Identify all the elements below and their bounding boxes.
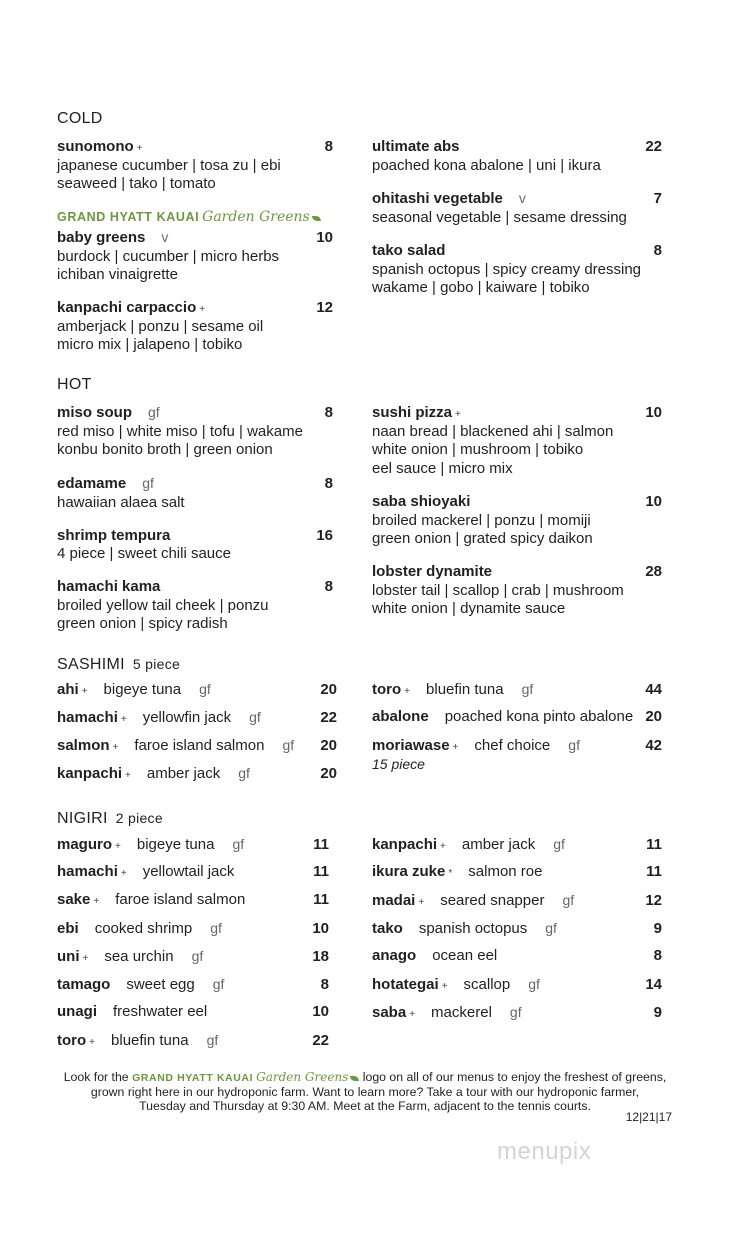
- item-price: 20: [320, 765, 337, 782]
- item-description: konbu bonito broth | green onion: [57, 441, 273, 459]
- section-title-hot: HOT: [57, 376, 92, 393]
- item-description: green onion | grated spicy daikon: [372, 530, 593, 548]
- dietary-tag: v: [518, 190, 526, 207]
- menu-item: [57, 138, 333, 194]
- item-name: toro: [57, 1032, 87, 1049]
- item-price: 10: [645, 492, 662, 510]
- menu-item: [372, 242, 662, 298]
- item-name: miso soup: [57, 404, 133, 421]
- menu-row: sake + faroe island salmon 11: [57, 891, 329, 908]
- menu-row: toro + bluefin tuna gf 44: [372, 681, 662, 698]
- menu-row: [372, 708, 662, 736]
- dietary-tag: gf: [545, 920, 557, 936]
- item-description: poached kona pinto abalone: [444, 708, 634, 725]
- dietary-tag: gf: [206, 1032, 219, 1048]
- item-price: 16: [316, 526, 333, 544]
- item-price: 28: [645, 562, 662, 580]
- item-price: 18: [312, 948, 329, 965]
- item-description: poached kona abalone | uni | ikura: [372, 156, 601, 174]
- menu-row: maguro + bigeye tuna gf 11: [57, 836, 329, 853]
- item-price: 8: [653, 947, 662, 964]
- dietary-tag: gf: [528, 976, 540, 992]
- menu-row: hotategai + scallop gf 14: [372, 976, 662, 993]
- item-price: 14: [645, 976, 662, 993]
- cold-right-column: [372, 138, 662, 312]
- menu-row: toro + bluefin tuna gf 22: [57, 1032, 329, 1049]
- item-header: [57, 578, 333, 597]
- garden-greens-logo: [57, 208, 333, 227]
- item-description: amber jack: [146, 765, 221, 782]
- item-header: sushi pizza + 10: [372, 404, 662, 421]
- dietary-tag: gf: [238, 765, 250, 781]
- menu-row: [57, 975, 329, 1003]
- item-header: [57, 403, 333, 423]
- item-name: moriawase: [372, 737, 450, 754]
- item-price: 11: [313, 836, 329, 853]
- item-name: salmon: [57, 737, 110, 754]
- item-description: seaweed | tako | tomato: [57, 175, 216, 193]
- item-name: abalone: [372, 708, 429, 725]
- leaf-icon: [312, 216, 321, 221]
- item-description: salmon roe: [468, 863, 543, 880]
- garden-greens-logo: GRAND HYATT KAUAI Garden Greens: [132, 1072, 359, 1084]
- menu-item: [372, 138, 662, 175]
- item-description: yellowfin jack: [142, 709, 232, 726]
- item-description: 4 piece | sweet chili sauce: [57, 545, 231, 563]
- item-name: hamachi: [57, 863, 118, 880]
- dietary-tag: gf: [562, 892, 575, 908]
- item-description: seasonal vegetable | sesame dressing: [372, 209, 627, 227]
- dietary-tag: gf: [568, 737, 580, 753]
- dietary-tag: gf: [282, 737, 295, 753]
- item-description: spanish octopus: [418, 920, 528, 937]
- item-header: [372, 242, 662, 261]
- menu-item: [57, 299, 333, 355]
- item-note: 15 piece: [372, 756, 425, 772]
- item-name: saba: [372, 1004, 407, 1021]
- dietary-tag: gf: [509, 1004, 522, 1020]
- item-description: naan bread | blackened ahi | salmon: [372, 422, 614, 440]
- item-price: 20: [320, 681, 337, 698]
- item-description: cooked shrimp: [94, 920, 193, 937]
- menu-row: [372, 919, 662, 947]
- item-name: sushi pizza: [372, 404, 453, 421]
- dietary-tag: gf: [142, 475, 154, 492]
- menu-row: ikura zuke * salmon roe 11: [372, 863, 662, 880]
- item-description: scallop: [463, 976, 511, 993]
- item-name: ultimate abs: [372, 138, 460, 155]
- item-name: sake: [57, 891, 91, 908]
- item-price: 11: [646, 863, 662, 880]
- nigiri-subtitle: 2 piece: [115, 810, 163, 826]
- item-description: sweet egg: [126, 976, 195, 993]
- dietary-tag: gf: [191, 948, 204, 964]
- item-price: 8: [324, 404, 333, 421]
- item-description: hawaiian alaea salt: [57, 493, 185, 511]
- item-header: kanpachi carpaccio + 12: [57, 298, 333, 316]
- item-header: [57, 228, 333, 248]
- dietary-tag: gf: [199, 681, 211, 697]
- item-description: mackerel: [431, 1004, 492, 1021]
- dietary-tag: gf: [553, 836, 565, 852]
- item-description: ocean eel: [432, 947, 498, 964]
- item-description: broiled yellow tail cheek | ponzu: [57, 596, 269, 614]
- item-description: bluefin tuna: [426, 681, 504, 698]
- item-description: faroe island salmon: [115, 891, 246, 908]
- item-name: tako: [372, 920, 403, 937]
- item-description: spanish octopus | spicy creamy dressing: [372, 260, 642, 278]
- item-price: 8: [653, 241, 662, 259]
- dietary-tag: gf: [212, 976, 225, 992]
- sashimi-right-column: [372, 680, 662, 774]
- item-name: toro: [372, 681, 402, 698]
- item-name: tako salad: [372, 241, 446, 259]
- item-price: 44: [645, 681, 662, 698]
- item-description: yellowtail jack: [142, 863, 235, 880]
- item-description: chef choice: [474, 737, 551, 754]
- item-description: white onion | dynamite sauce: [372, 600, 566, 618]
- section-title-sashimi: SASHIMI 5 piece: [57, 656, 181, 673]
- item-name: anago: [372, 947, 417, 964]
- section-title-cold: COLD: [57, 110, 103, 127]
- item-name: baby greens: [57, 228, 146, 246]
- item-description: sea urchin: [104, 948, 174, 965]
- dietary-tag: v: [161, 228, 169, 245]
- menu-row: madai + seared snapper gf 12: [372, 892, 662, 909]
- menu-row: kanpachi + amber jack gf 11: [372, 836, 662, 853]
- menu-row: salmon + faroe island salmon gf 20: [57, 737, 337, 754]
- item-description: bigeye tuna: [103, 681, 182, 698]
- item-name: kanpachi: [57, 765, 123, 782]
- sashimi-left-column: [57, 680, 337, 792]
- menu-row: [57, 919, 329, 947]
- item-price: 11: [646, 836, 662, 853]
- item-name: lobster dynamite: [372, 562, 493, 580]
- dietary-tag: gf: [249, 709, 261, 725]
- dietary-tag: gf: [232, 836, 245, 852]
- item-price: 8: [324, 577, 333, 595]
- item-name: tamago: [57, 976, 111, 993]
- watermark: menupix: [497, 1138, 592, 1165]
- menu-item: [57, 527, 333, 564]
- item-name: unagi: [57, 1003, 97, 1020]
- item-price: 8: [320, 976, 329, 993]
- item-description: bluefin tuna: [111, 1032, 189, 1049]
- item-name: ikura zuke: [372, 863, 446, 880]
- brand-name: GRAND HYATT KAUAI: [57, 210, 200, 225]
- item-name: ohitashi vegetable: [372, 190, 503, 208]
- nigiri-right-column: [372, 835, 662, 1031]
- footer-note: Look for the GRAND HYATT KAUAI Garden Greens logo on all of our menus to enjoy the freshest of greens, grown right here in our hydroponic farm. Want to learn more? Take a tour with our hydroponic farmer, Tuesday and Thursday at 9:30 AM. Meet at the Farm, adjacent to the tennis courts.: [63, 1070, 667, 1113]
- menu-row: [372, 947, 662, 975]
- item-price: 22: [312, 1032, 329, 1049]
- menu-item: [372, 563, 662, 619]
- item-name: uni: [57, 948, 80, 965]
- item-price: 12: [316, 298, 333, 316]
- item-price: 11: [313, 891, 329, 908]
- item-price: 12: [645, 892, 662, 909]
- item-header: [372, 138, 662, 157]
- menu-item: [372, 404, 662, 479]
- item-description: micro mix | jalapeno | tobiko: [57, 336, 243, 354]
- item-name: kanpachi carpaccio: [57, 298, 197, 316]
- item-description: eel sauce | micro mix: [372, 460, 513, 478]
- menu-row: uni + sea urchin gf 18: [57, 948, 329, 965]
- menu-row: [57, 1003, 329, 1031]
- menu-date: 12|21|17: [625, 1110, 672, 1124]
- item-header: [57, 527, 333, 546]
- item-price: 10: [645, 404, 662, 421]
- item-price: 7: [653, 190, 662, 208]
- item-name: hamachi: [57, 709, 118, 726]
- item-name: maguro: [57, 836, 113, 853]
- item-name: kanpachi: [372, 836, 438, 853]
- item-name: edamame: [57, 475, 127, 493]
- item-description: amber jack: [461, 836, 536, 853]
- menu-row: hamachi + yellowfin jack gf 22: [57, 709, 337, 726]
- menu-row: kanpachi + amber jack gf 20: [57, 765, 337, 782]
- item-name: hotategai: [372, 976, 439, 993]
- item-description: japanese cucumber | tosa zu | ebi: [57, 156, 281, 174]
- dietary-tag: gf: [521, 681, 534, 697]
- dietary-tag: gf: [210, 920, 222, 936]
- item-header: [372, 493, 662, 512]
- item-name: shrimp tempura: [57, 526, 171, 544]
- item-name: ebi: [57, 920, 79, 937]
- item-price: 9: [653, 920, 662, 937]
- menu-item: [57, 208, 333, 285]
- menu-item: [57, 578, 333, 634]
- item-price: 8: [324, 475, 333, 493]
- hot-left-column: [57, 403, 333, 648]
- leaf-icon: [350, 1076, 359, 1081]
- item-price: 20: [645, 708, 662, 725]
- item-price: 8: [324, 138, 333, 155]
- item-price: 10: [312, 920, 329, 937]
- nigiri-left-column: [57, 835, 329, 1059]
- item-header: [372, 563, 662, 582]
- menu-item: [372, 189, 662, 227]
- sashimi-subtitle: 5 piece: [132, 656, 181, 672]
- section-title-nigiri: NIGIRI 2 piece: [57, 810, 163, 827]
- item-description: ichiban vinaigrette: [57, 266, 178, 284]
- cold-left-column: [57, 138, 333, 369]
- item-header: [372, 189, 662, 209]
- menu-row: moriawase + chef choice gf 42: [372, 737, 662, 754]
- menu-row: saba + mackerel gf 9: [372, 1004, 662, 1021]
- item-price: 22: [645, 138, 662, 155]
- item-description: lobster tail | scallop | crab | mushroom: [372, 581, 624, 599]
- item-name: ahi: [57, 681, 79, 698]
- item-description: bigeye tuna: [136, 836, 215, 853]
- menu-item: [57, 403, 333, 460]
- item-name: saba shioyaki: [372, 492, 471, 510]
- item-description: seared snapper: [440, 892, 545, 909]
- item-description: green onion | spicy radish: [57, 615, 228, 633]
- item-price: 22: [320, 709, 337, 726]
- item-description: amberjack | ponzu | sesame oil: [57, 317, 264, 335]
- item-name: sunomono: [57, 138, 134, 155]
- item-description: freshwater eel: [113, 1003, 208, 1020]
- menu-row: hamachi + yellowtail jack 11: [57, 863, 329, 880]
- item-price: 11: [313, 863, 329, 880]
- menu-row: ahi + bigeye tuna gf 20: [57, 681, 337, 698]
- dietary-tag: gf: [148, 404, 160, 420]
- item-price: 10: [312, 1003, 329, 1020]
- item-description: red miso | white miso | tofu | wakame: [57, 422, 303, 440]
- item-description: faroe island salmon: [134, 737, 265, 754]
- item-price: 9: [653, 1004, 662, 1021]
- item-header: sunomono + 8: [57, 138, 333, 155]
- item-description: broiled mackerel | ponzu | momiji: [372, 511, 591, 529]
- item-description: burdock | cucumber | micro herbs: [57, 247, 280, 265]
- item-price: 20: [320, 737, 337, 754]
- item-name: hamachi kama: [57, 577, 161, 595]
- item-name: madai: [372, 892, 416, 909]
- hot-right-column: [372, 404, 662, 633]
- menu-item: [372, 493, 662, 549]
- item-price: 10: [316, 228, 333, 246]
- menu-item: [57, 474, 333, 512]
- item-header: [57, 474, 333, 494]
- item-description: white onion | mushroom | tobiko: [372, 441, 584, 459]
- item-price: 42: [645, 737, 662, 754]
- item-description: wakame | gobo | kaiware | tobiko: [372, 279, 590, 297]
- brand-script: Garden Greens: [202, 209, 310, 226]
